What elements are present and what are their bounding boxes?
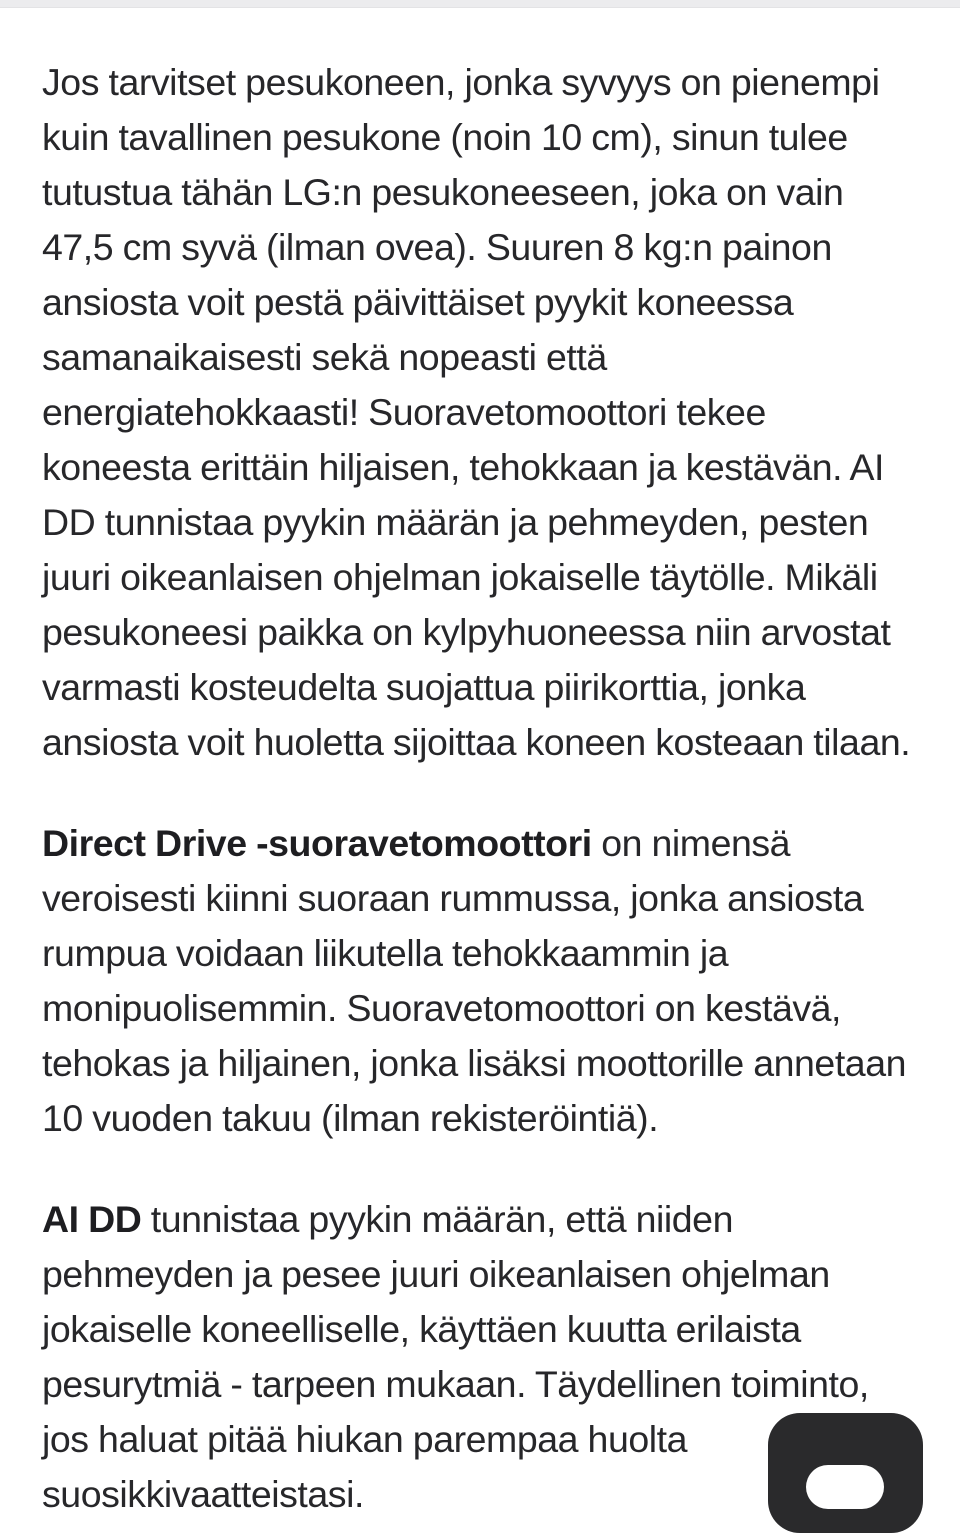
paragraph-2-run-1: Direct Drive -suoravetomoottori — [42, 822, 592, 864]
home-indicator-pill-icon — [806, 1465, 884, 1509]
paragraph-2-run-2: on nimensä veroisesti kiinni suoraan rummussa, jonka ansiosta rumpua voidaan liikutella tehokkaammin ja monipuolisemmin. Suoravetomoottori on kestävä, tehokas ja hiljainen, jonka lisäksi moottorille annetaan 10 vuoden takuu (ilman rekisteröintiä). — [42, 822, 906, 1139]
paragraph-3-run-2: tunnistaa pyykin määrän, että niiden pehmeyden ja pesee juuri oikeanlaisen ohjelman jokaiselle koneelliselle, käyttäen kuutta erilaista pesurytmiä - tarpeen mukaan. Täydellinen toiminto, jos haluat pitää hiukan parempaa huolta suosikkivaatteistasi. — [42, 1198, 869, 1515]
paragraph-2 — [42, 816, 916, 1146]
floating-overlay-button[interactable] — [768, 1413, 923, 1533]
paragraph-1 — [42, 55, 916, 770]
article-body — [0, 7, 960, 1522]
paragraph-3-run-1: AI DD — [42, 1198, 142, 1240]
paragraph-1-run-1: Jos tarvitset pesukoneen, jonka syvyys on pienempi kuin tavallinen pesukone (noin 10 cm), sinun tulee tutustua tähän LG:n pesukoneeseen, joka on vain 47,5 cm syvä (ilman ovea). Suuren 8 kg:n painon ansiosta voit pestä päivittäiset pyykit koneessa samanaikaisesti sekä nopeasti että energiatehokkaasti! Suoravetomoottori tekee koneesta erittäin hiljaisen, tehokkaan ja kestävän. AI DD tunnistaa pyykin määrän ja pehmeyden, pesten juuri oikeanlaisen ohjelman jokaiselle täytölle. Mikäli pesukoneesi paikka on kylpyhuoneessa niin arvostat varmasti kosteudelta suojattua piirikorttia, jonka ansiosta voit huoletta sijoittaa koneen kosteaan tilaan. — [42, 61, 911, 763]
